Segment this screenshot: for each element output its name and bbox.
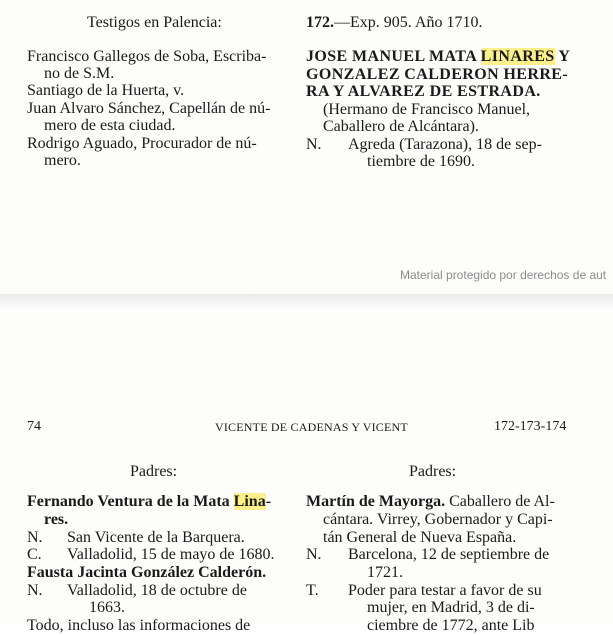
grandparent-line: cántara. Virrey, Gobernador y Capi- [323,511,553,528]
witness-line: mero. [44,152,81,169]
record-text: Valladolid, 18 de octubre de [67,582,247,599]
birth-text: tiembre de 1690. [367,153,475,170]
cut-off-line: Todo, incluso las informaciones de [27,617,251,634]
page-number: 74 [27,419,41,434]
record-text: Valladolid, 15 de mayo de 1680. [67,546,275,563]
record-text: Caballero de Al- [445,493,555,510]
name-text: JOSE MANUEL MATA [306,48,481,65]
witness-line: no de S.M. [44,65,115,82]
entry-name-line [306,48,570,66]
page-separator [0,294,613,312]
grandparent-line: tán General de Nueva España. [323,529,517,546]
witness-line: Juan Alvaro Sánchez, Capellán de nú- [27,100,271,117]
entry-header [306,14,482,32]
record-mark: T. [306,582,319,599]
record-mark: C. [27,546,42,563]
entry-name-line: RA Y ALVAREZ DE ESTRADA. [306,83,541,100]
record-text: mujer, en Madrid, 3 de di- [367,599,535,616]
book-page-top [0,0,613,294]
name-text: Y [554,48,571,65]
witness-line: mero de esta ciudad. [44,117,176,134]
parents-heading: Padres: [409,463,457,480]
name-text: - [265,493,272,510]
running-title: VICENTE DE CADENAS Y VICENT [215,420,408,434]
search-highlight: Lina [233,493,266,510]
record-text: ciembre de 1772, ante Lib [367,617,535,634]
father-name-line [27,493,271,511]
record-mark: N. [27,529,43,546]
record-text: Barcelona, 12 de septiembre de [348,546,550,563]
entry-note: Caballero de Alcántara). [323,118,479,135]
record-mark: N. [306,546,322,563]
mother-name: Fausta Jacinta González Calderón. [27,564,267,581]
copyright-notice: Material protegido por derechos de aut [400,268,607,282]
birth-mark: N. [306,136,322,153]
entry-range: 172-173-174 [494,419,567,434]
record-mark: N. [27,582,43,599]
entry-reference: —Exp. 905. Año 1710. [334,14,483,31]
witness-line: Rodrigo Aguado, Procurador de nú- [27,135,257,152]
record-text: Poder para testar a favor de su [348,582,542,599]
birth-text: Agreda (Tarazona), 18 de sep- [348,136,542,153]
record-text: 1663. [89,599,125,616]
parents-heading: Padres: [130,463,178,480]
witnesses-heading: Testigos en Palencia: [87,14,222,31]
name-text: Martín de Mayorga. [306,493,446,510]
father-name-line: res. [44,511,69,528]
entry-name-line: GONZALEZ CALDERON HERRE- [306,66,569,83]
witness-line: Santiago de la Huerta, v. [27,82,185,99]
entry-number: 172. [306,14,334,31]
witness-line: Francisco Gallegos de Soba, Escriba- [27,48,267,65]
search-highlight: LINARES [480,48,555,65]
entry-note: (Hermano de Francisco Manuel, [323,101,531,118]
record-text: 1721. [367,564,403,581]
grandparent-line [306,493,555,511]
record-text: San Vicente de la Barquera. [67,529,245,546]
name-text: Fernando Ventura de la Mata [27,493,234,510]
book-page-bottom [0,312,613,634]
